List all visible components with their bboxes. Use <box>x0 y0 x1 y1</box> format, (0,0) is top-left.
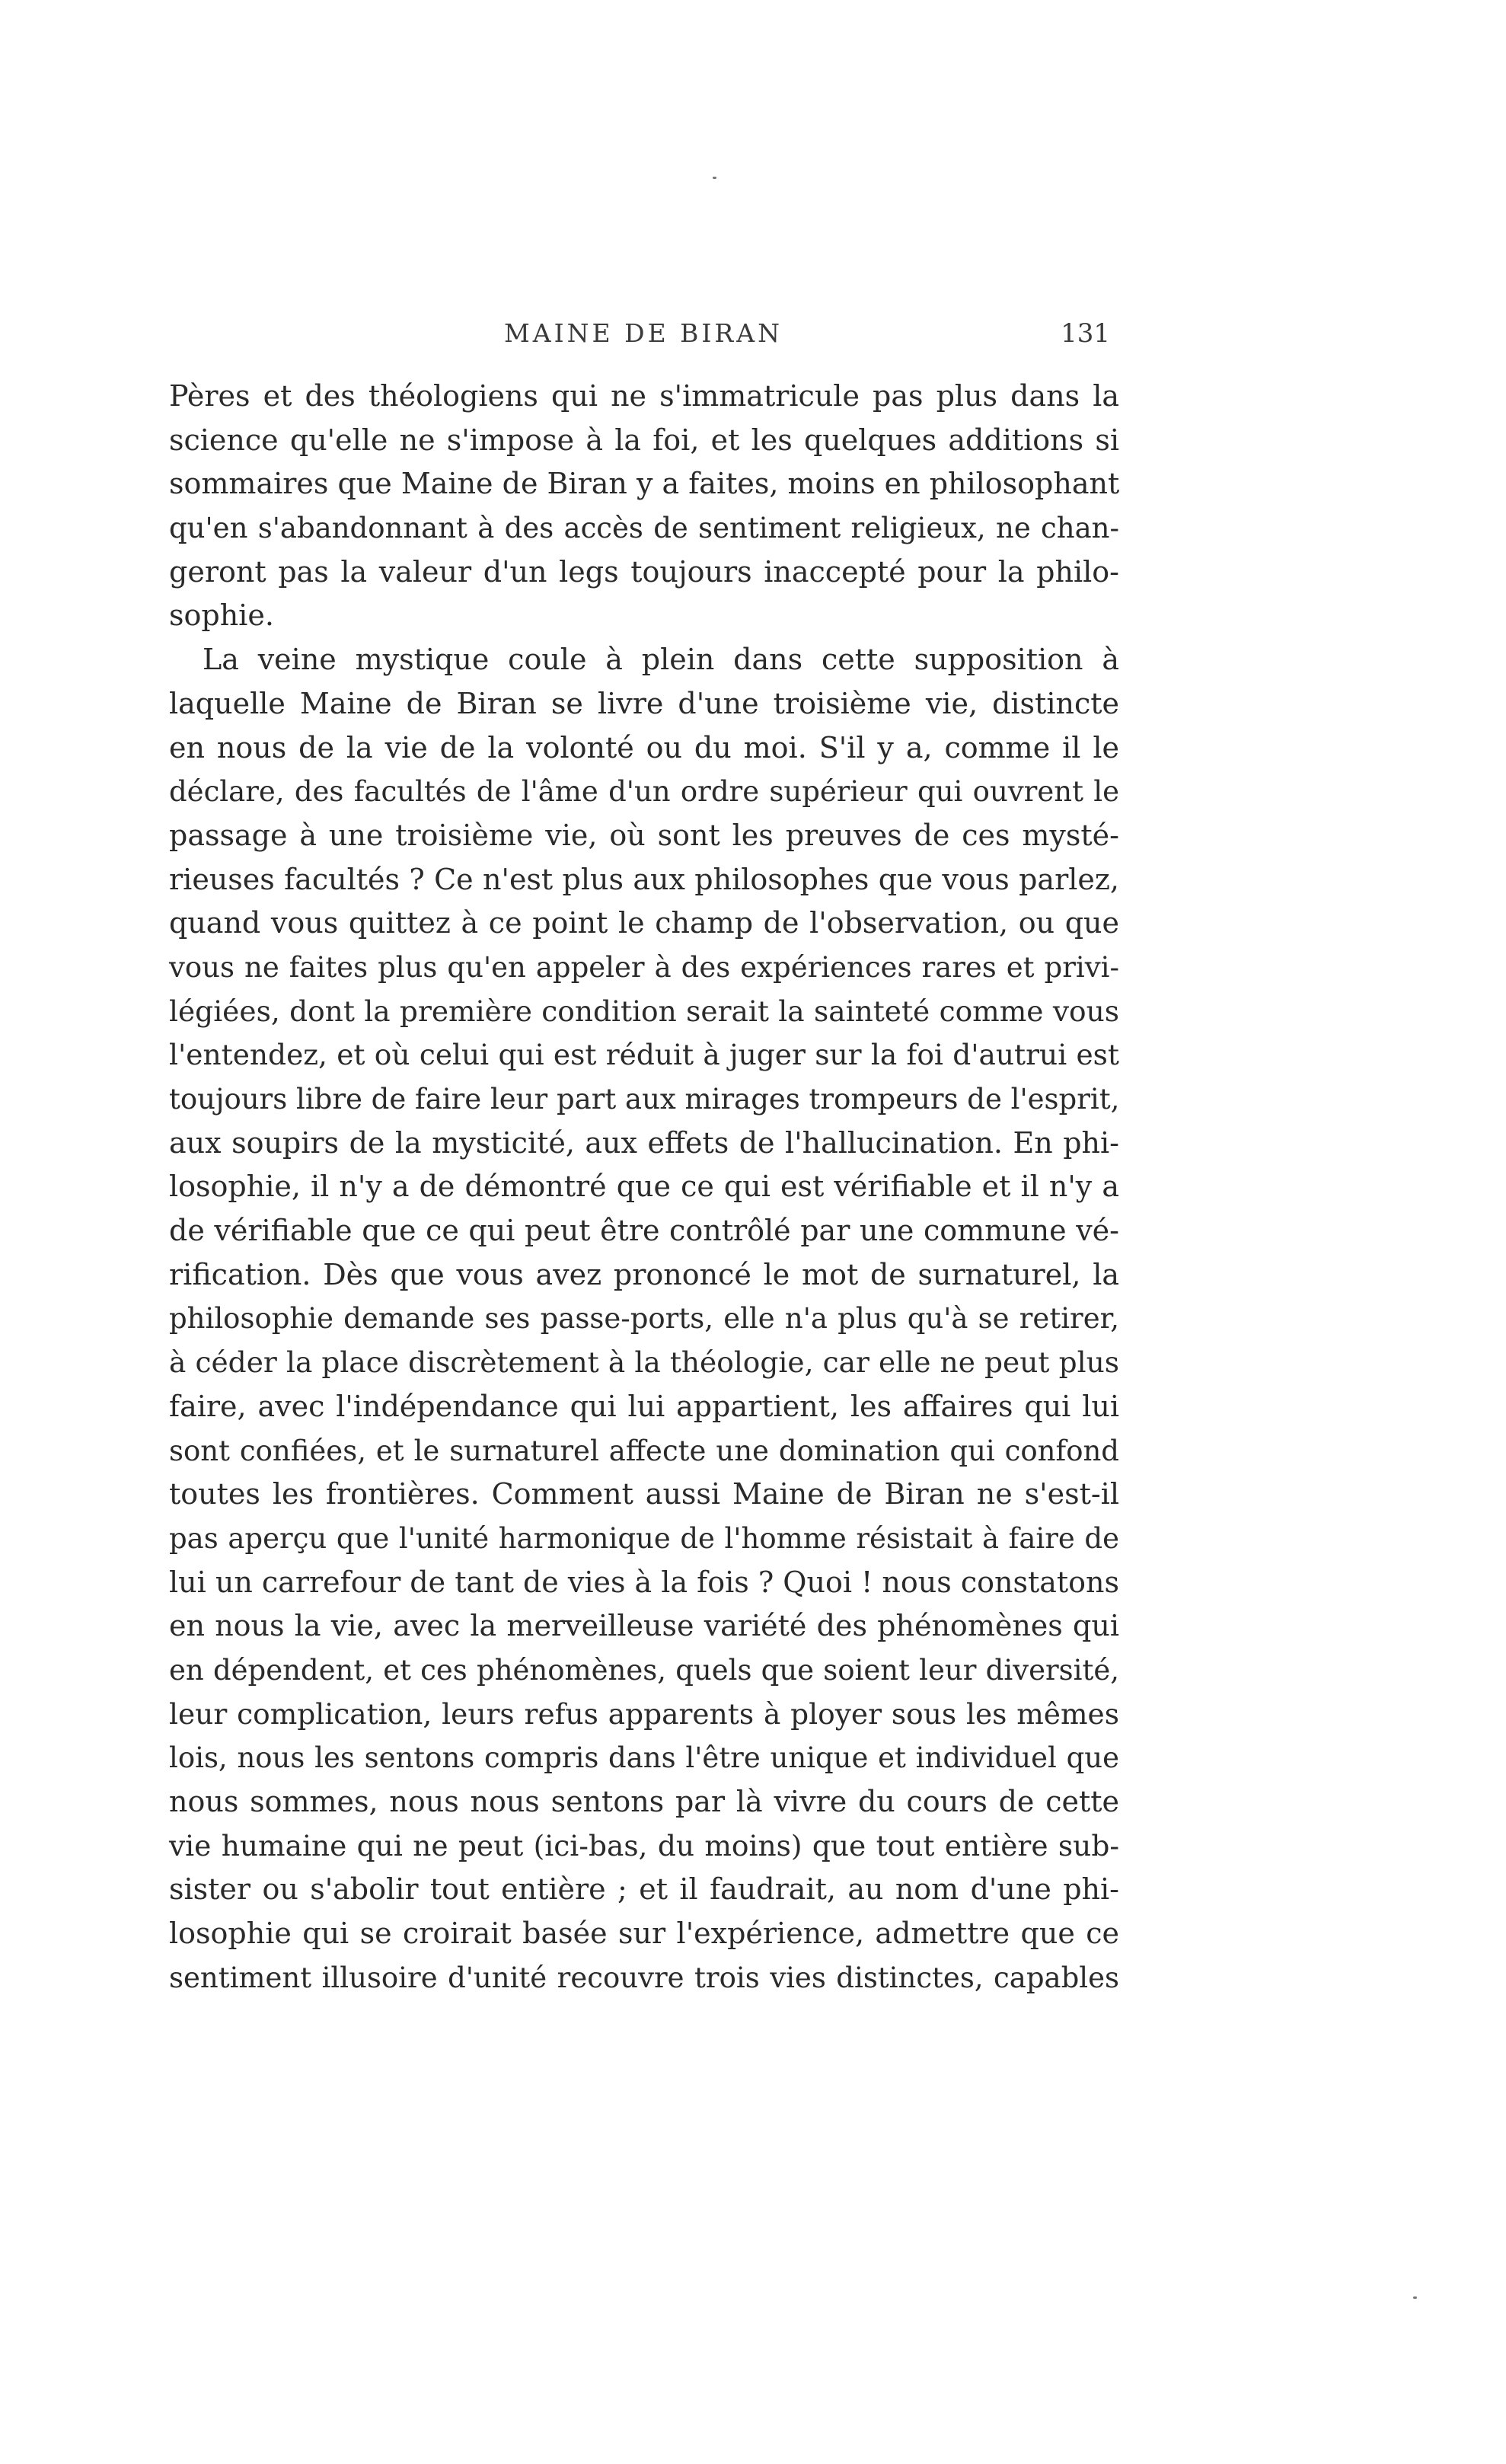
text-line: geront pas la valeur d'un legs toujours inaccepté pour la philo- <box>169 554 1119 589</box>
text-line: lois, nous les sentons compris dans l'être unique et individuel que <box>169 1741 1119 1775</box>
text-line: en nous de la vie de la volonté ou du moi. S'il y a, comme il le <box>169 730 1119 764</box>
text-line: laquelle Maine de Biran se livre d'une troisième vie, distincte <box>169 686 1119 720</box>
text-line: l'entendez, et où celui qui est réduit à juger sur la foi d'autrui est <box>169 1038 1119 1072</box>
text-line: vie humaine qui ne peut (ici-bas, du moins) que tout entière sub- <box>169 1828 1119 1862</box>
text-line: de vérifiable que ce qui peut être contrôlé par une commune vé- <box>169 1214 1119 1248</box>
text-line: à céder la place discrètement à la théologie, car elle ne peut plus <box>169 1345 1119 1380</box>
body-text <box>169 375 1119 2000</box>
text-line: science qu'elle ne s'impose à la foi, et les quelques additions si <box>169 423 1119 457</box>
text-line: déclare, des facultés de l'âme d'un ordre supérieur qui ouvrent le <box>169 775 1119 809</box>
text-line: vous ne faites plus qu'en appeler à des expériences rares et privi- <box>169 950 1119 984</box>
text-line: toutes les frontières. Comment aussi Maine de Biran ne s'est-il <box>169 1477 1119 1511</box>
text-line: sont confiées, et le surnaturel affecte une domination qui confond <box>169 1434 1119 1467</box>
text-line: rification. Dès que vous avez prononcé le mot de surnaturel, la <box>169 1257 1119 1291</box>
text-line: passage à une troisième vie, où sont les preuves de ces mysté- <box>169 818 1119 852</box>
text-line: lui un carrefour de tant de vies à la fois ? Quoi ! nous constatons <box>169 1565 1119 1599</box>
text-line: qu'en s'abandonnant à des accès de sentiment religieux, ne chan- <box>169 512 1119 545</box>
text-line: losophie qui se croirait basée sur l'expérience, admettre que ce <box>169 1917 1119 1951</box>
running-head <box>171 318 1116 361</box>
text-line: en dépendent, et ces phénomènes, quels que soient leur diversité, <box>169 1653 1119 1687</box>
text-line: pas aperçu que l'unité harmonique de l'homme résistait à faire de <box>169 1521 1119 1555</box>
text-line: La veine mystique coule à plein dans cette supposition à <box>203 643 1119 677</box>
text-line: aux soupirs de la mysticité, aux effets de l'hallucination. En phi- <box>169 1125 1119 1160</box>
text-line: philosophie demande ses passe-ports, elle n'a plus qu'à se retirer, <box>169 1302 1119 1336</box>
ink-speck <box>1413 2296 1417 2299</box>
text-line: quand vous quittez à ce point le champ de l'observation, ou que <box>169 906 1119 940</box>
text-line: sister ou s'abolir tout entière ; et il faudrait, au nom d'une phi- <box>169 1872 1119 1907</box>
text-line: rieuses facultés ? Ce n'est plus aux philosophes que vous parlez, <box>169 862 1119 896</box>
text-line: nous sommes, nous nous sentons par là vivre du cours de cette <box>169 1785 1119 1818</box>
text-line: toujours libre de faire leur part aux mirages trompeurs de l'esprit, <box>169 1083 1120 1116</box>
ink-speck <box>713 177 716 179</box>
text-line: sommaires que Maine de Biran y a faites, moins en philosophant <box>169 467 1120 501</box>
text-line: faire, avec l'indépendance qui lui appartient, les affaires qui lui <box>169 1389 1119 1423</box>
running-title: MAINE DE BIRAN <box>504 318 783 348</box>
text-line: losophie, il n'y a de démontré que ce qui est vérifiable et il n'y a <box>169 1170 1119 1204</box>
text-line: sentiment illusoire d'unité recouvre trois vies distinctes, capables <box>169 1961 1119 1994</box>
page-number: 131 <box>1061 318 1110 349</box>
text-line: leur complication, leurs refus apparents à ployer sous les mêmes <box>169 1696 1119 1731</box>
text-line: Pères et des théologiens qui ne s'immatricule pas plus dans la <box>169 379 1119 413</box>
text-line: légiées, dont la première condition serait la sainteté comme vous <box>169 994 1119 1028</box>
text-line: en nous la vie, avec la merveilleuse variété des phénomènes qui <box>169 1609 1119 1643</box>
text-line: sophie. <box>169 598 274 633</box>
